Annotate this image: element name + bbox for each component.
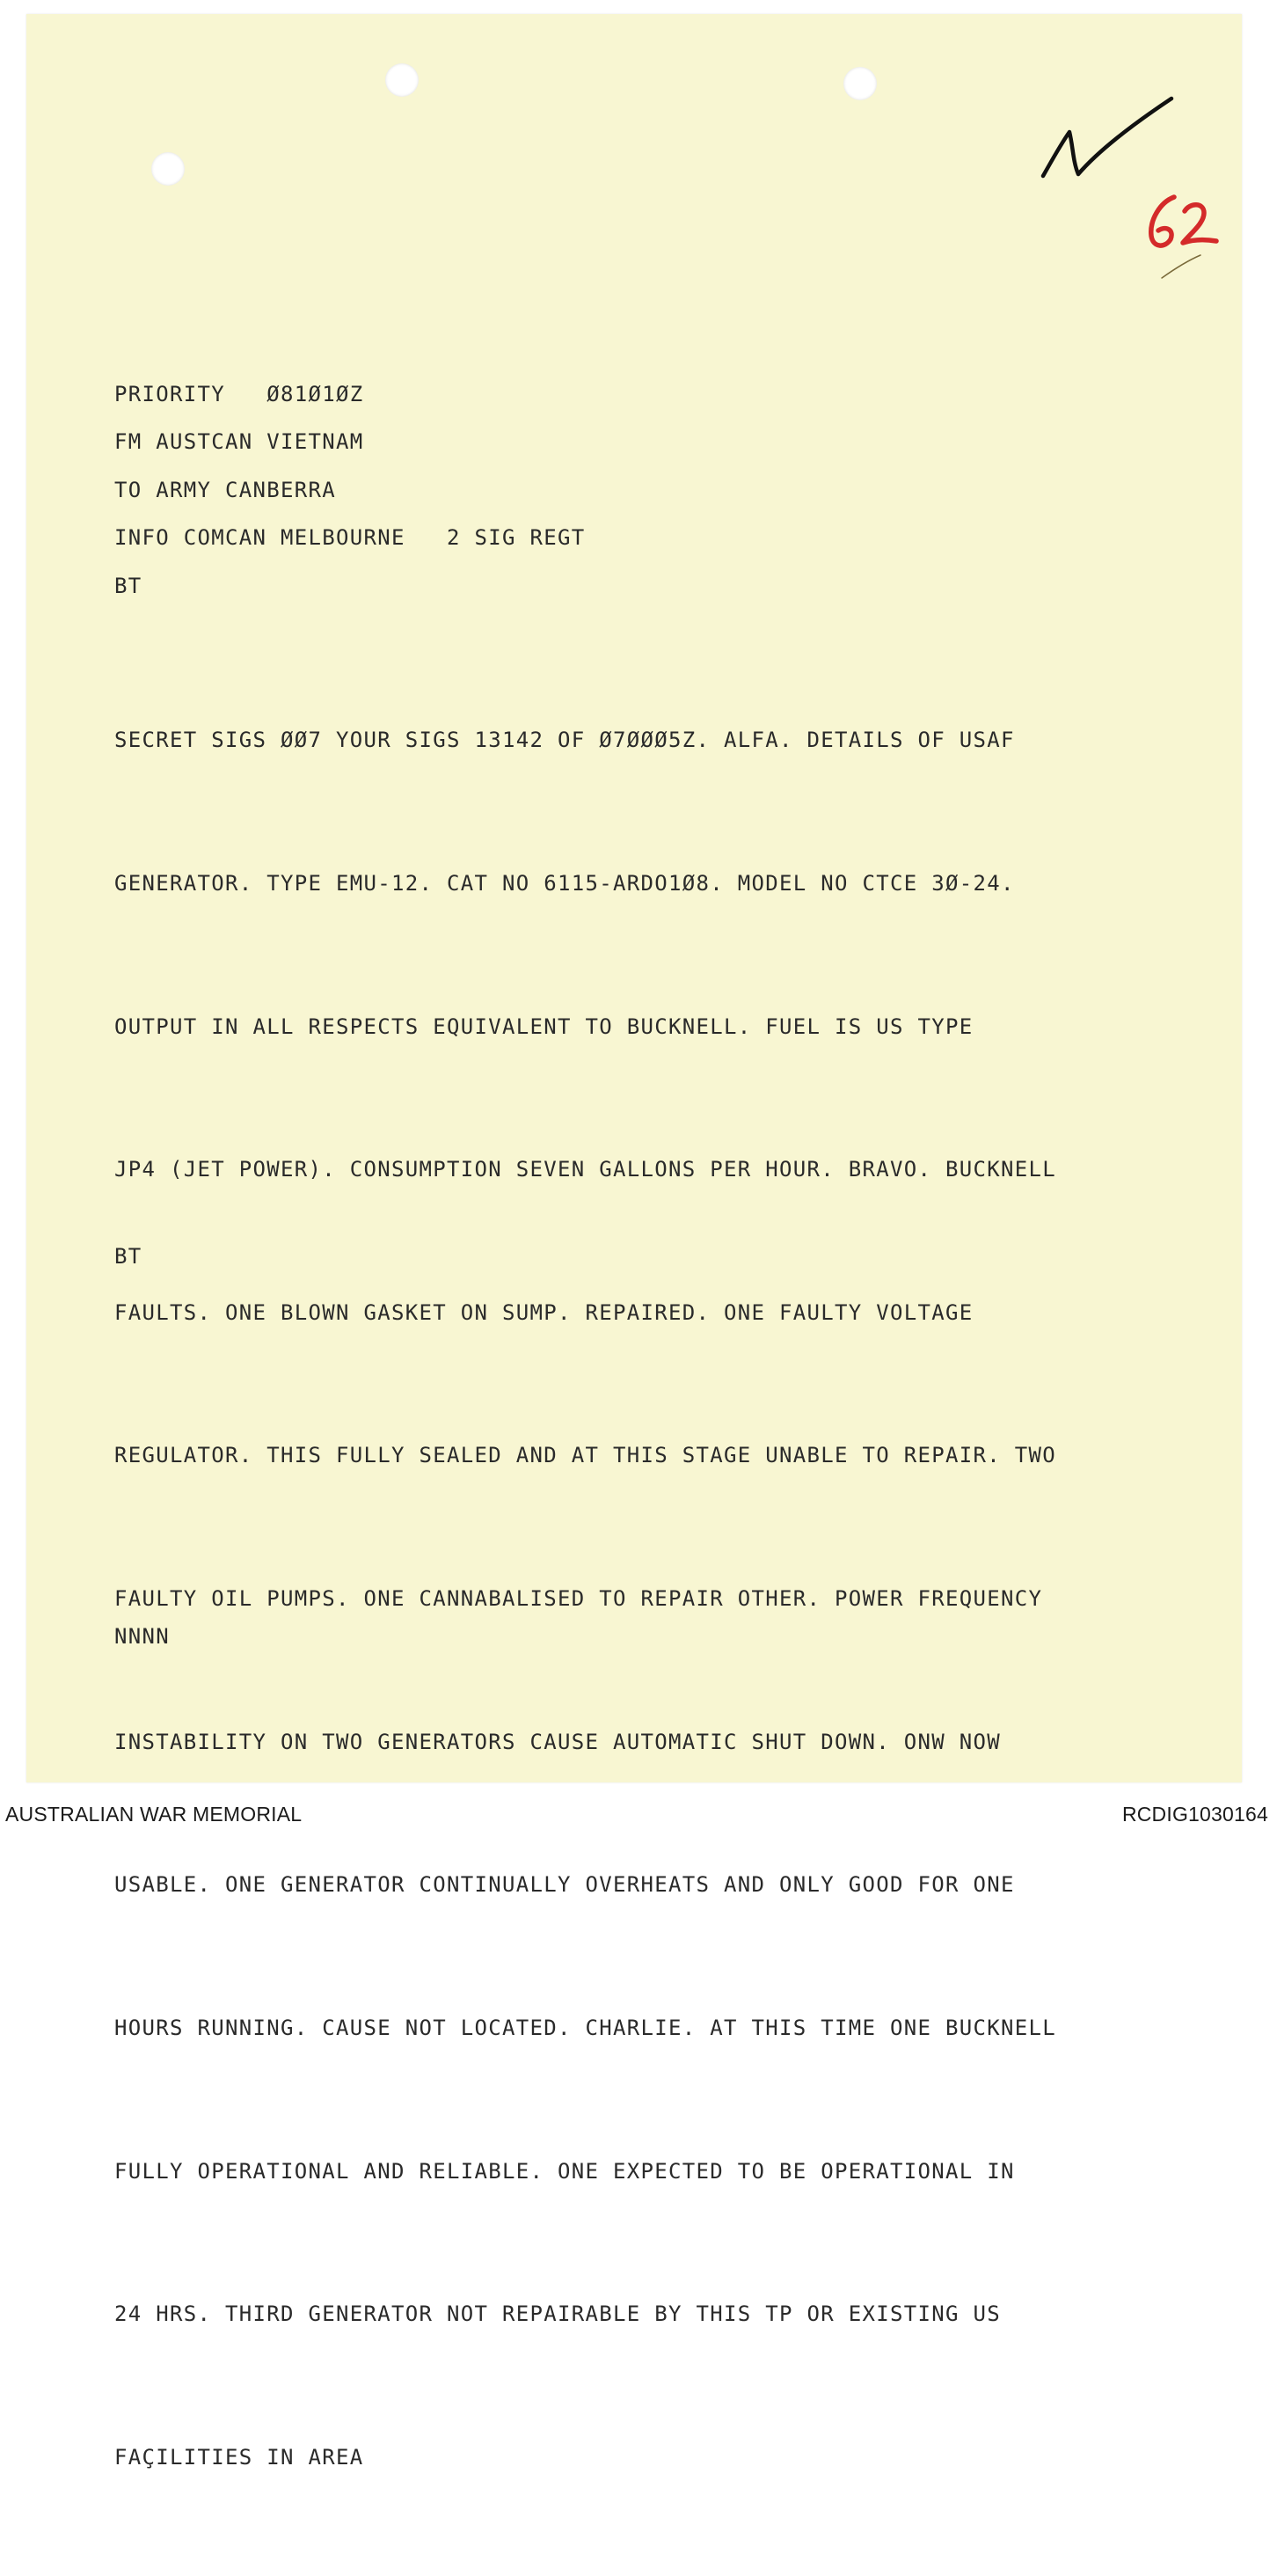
body-line: USABLE. ONE GENERATOR CONTINUALLY OVERHEATS AND ONLY GOOD FOR ONE [114,1872,1015,1898]
body-line: SECRET SIGS ØØ7 YOUR SIGS 13142 OF Ø7ØØØ5Z. ALFA. DETAILS OF USAF [114,728,1015,753]
break-open: BT [114,574,142,598]
body-line: INSTABILITY ON TWO GENERATORS CAUSE AUTOMATIC SHUT DOWN. ONW NOW [114,1729,1001,1754]
priority-line: PRIORITY Ø81Ø1ØZ [114,382,364,406]
archive-id: RCDIG1030164 [1121,1803,1268,1826]
body-line: OUTPUT IN ALL RESPECTS EQUIVALENT TO BUCKNELL. FUEL IS US TYPE [114,1014,974,1039]
body-line: GENERATOR. TYPE EMU-12. CAT NO 6115-ARDO1Ø8. MODEL NO CTCE 3Ø-24. [114,871,1015,896]
body-line: FAULTY OIL PUMPS. ONE CANNABALISED TO REPAIR OTHER. POWER FREQUENCY [114,1586,1043,1612]
to-line: TO ARMY CANBERRA [114,478,336,502]
body-line: HOURS RUNNING. CAUSE NOT LOCATED. CHARLIE. AT THIS TIME ONE BUCKNELL [114,2015,1056,2040]
body-line: JP4 (JET POWER). CONSUMPTION SEVEN GALLONS PER HOUR. BRAVO. BUCKNELL [114,1157,1056,1182]
message-body [114,621,1056,2576]
archive-credit: AUSTRALIAN WAR MEMORIAL [5,1803,303,1826]
from-line: FM AUSTCAN VIETNAM [114,429,364,454]
info-line: INFO COMCAN MELBOURNE 2 SIG REGT [114,525,586,550]
break-close: BT [114,1244,142,1269]
body-line: FAÇILITIES IN AREA [114,2444,364,2470]
body-line: FAULTS. ONE BLOWN GASKET ON SUMP. REPAIRED. ONE FAULTY VOLTAGE [114,1299,974,1325]
body-line: REGULATOR. THIS FULLY SEALED AND AT THIS STAGE UNABLE TO REPAIR. TWO [114,1443,1056,1468]
body-line: 24 HRS. THIRD GENERATOR NOT REPAIRABLE BY THIS TP OR EXISTING US [114,2302,1001,2327]
body-line: FULLY OPERATIONAL AND RELIABLE. ONE EXPECTED TO BE OPERATIONAL IN [114,2158,1015,2184]
end-of-message: NNNN [114,1624,170,1649]
